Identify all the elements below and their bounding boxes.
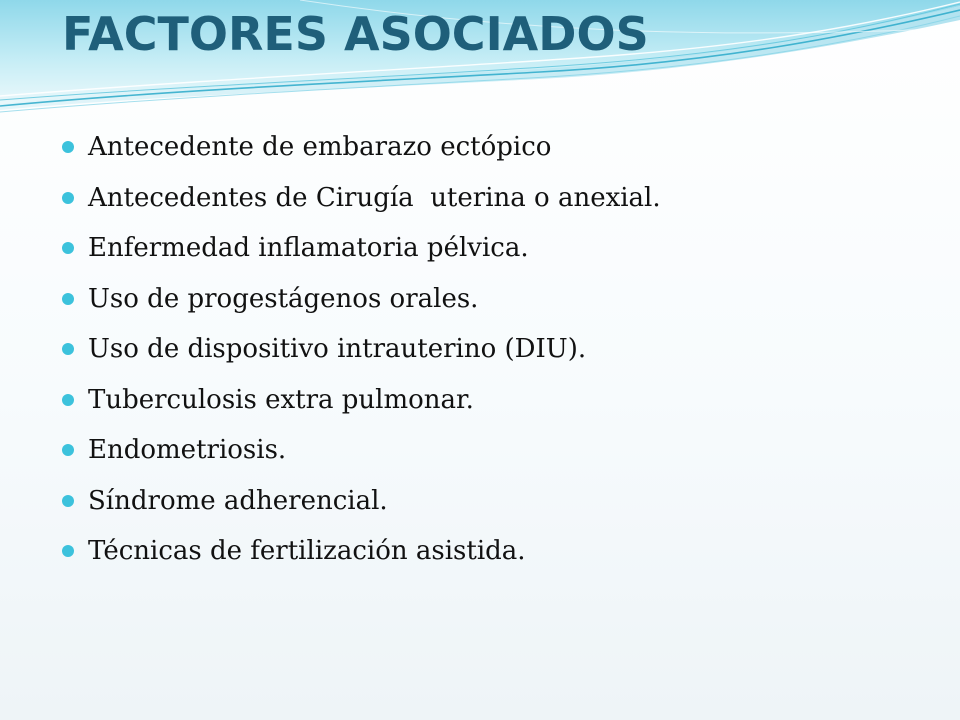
list-item [62,476,661,527]
bullet-icon [62,444,74,456]
list-item [62,526,661,577]
bullet-text: Tuberculosis extra pulmonar. [88,384,474,415]
list-item [62,223,661,274]
bullet-text: Uso de dispositivo intrauterino (DIU). [88,334,587,365]
bullet-icon [62,394,74,406]
bullet-text: Técnicas de fertilización asistida. [88,536,526,567]
bullet-icon [62,242,74,254]
bullet-icon [62,495,74,507]
bullet-text: Endometriosis. [88,435,287,466]
bullet-icon [62,293,74,305]
bullet-icon [62,141,74,153]
slide-title: FACTORES ASOCIADOS [62,7,649,61]
bullet-icon [62,343,74,355]
bullet-text: Antecedentes de Cirugía uterina o anexial. [88,182,661,213]
list-item [62,173,661,224]
list-item [62,122,661,173]
bullet-icon [62,545,74,557]
bullet-text: Enfermedad inflamatoria pélvica. [88,233,529,264]
bullet-list [62,122,661,577]
bullet-text: Síndrome adherencial. [88,485,388,516]
list-item [62,324,661,375]
list-item [62,274,661,325]
bullet-text: Uso de progestágenos orales. [88,283,479,314]
bullet-icon [62,192,74,204]
list-item [62,425,661,476]
bullet-text: Antecedente de embarazo ectópico [88,132,552,163]
list-item [62,375,661,426]
